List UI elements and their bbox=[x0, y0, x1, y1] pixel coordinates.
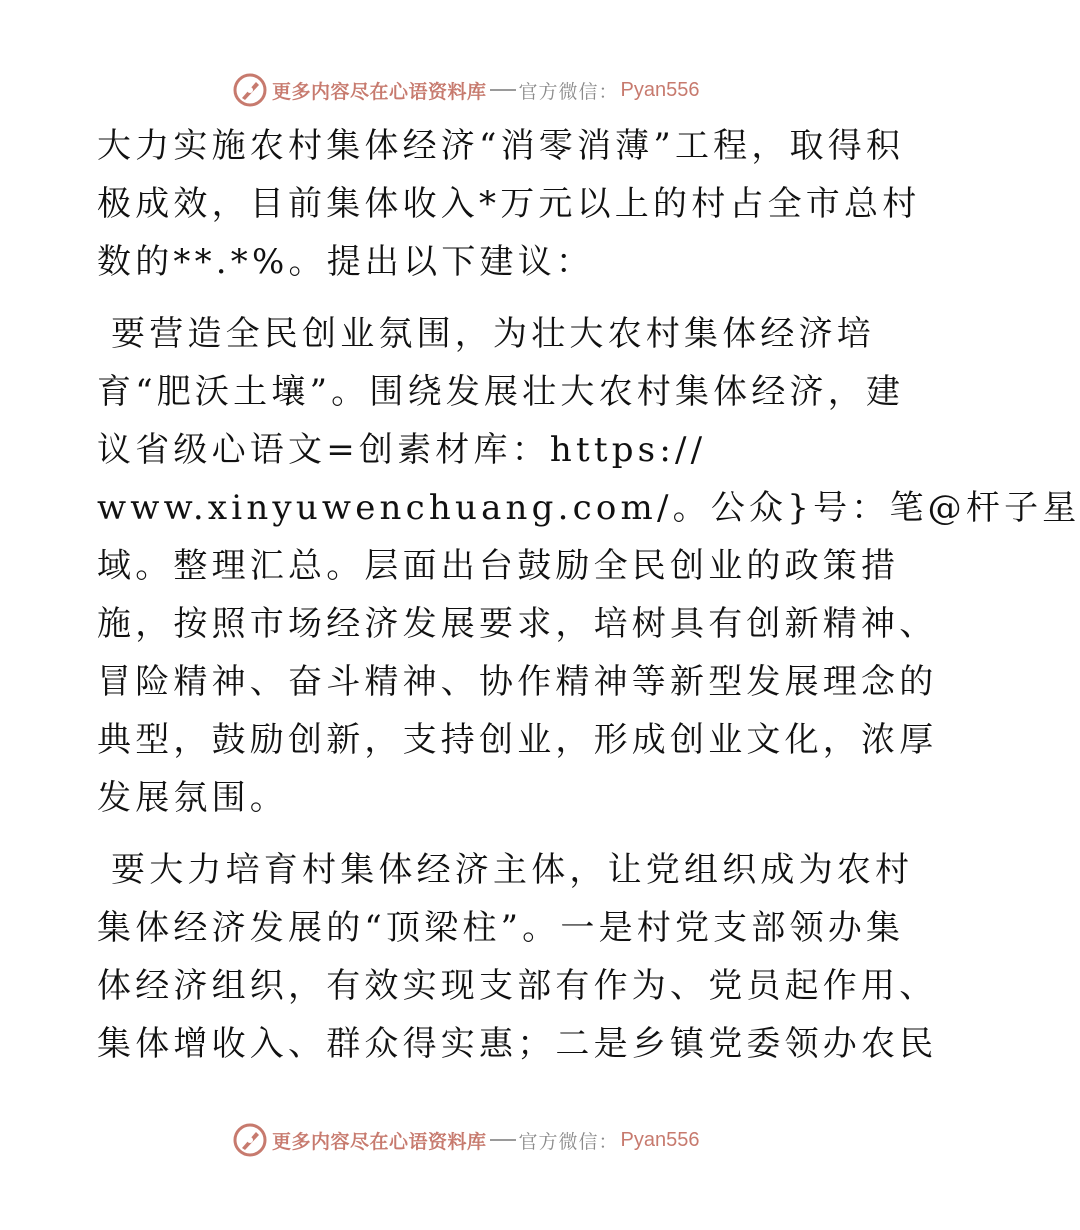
text-line: 极成效，目前集体收入*万元以上的村占全市总村 bbox=[97, 184, 921, 224]
watermark-official-label: 官方微信： bbox=[518, 80, 619, 103]
watermark-site-text: 更多内容尽在心语资料库 bbox=[272, 1130, 487, 1153]
header-watermark bbox=[232, 70, 700, 110]
paragraph-collective-economy bbox=[97, 841, 938, 1073]
watermark-dash bbox=[490, 1139, 516, 1141]
document-body bbox=[97, 117, 1080, 1073]
watermark-site-text: 更多内容尽在心语资料库 bbox=[272, 80, 487, 103]
text-line: 典型，鼓励创新，支持创业，形成创业文化，浓厚 bbox=[97, 720, 938, 760]
text-line: 体经济组织，有效实现支部有作为、党员起作用、 bbox=[97, 966, 938, 1006]
text-line: 域。整理汇总。层面出台鼓励全民创业的政策措 bbox=[97, 546, 900, 586]
text-line: 大力实施农村集体经济“消零消薄”工程，取得积 bbox=[97, 126, 905, 166]
watermark-official-label: 官方微信： bbox=[518, 1130, 619, 1153]
text-line: 数的**.*%。提出以下建议： bbox=[97, 242, 595, 282]
text-line: 育“肥沃土壤”。围绕发展壮大农村集体经济，建 bbox=[97, 372, 905, 412]
watermark-dash bbox=[490, 89, 516, 91]
footer-watermark bbox=[232, 1120, 700, 1160]
watermark-handle: Pyan556 bbox=[620, 1128, 700, 1151]
watermark-handle: Pyan556 bbox=[620, 78, 700, 101]
text-line: 议省级心语文=创素材库：https:// bbox=[97, 430, 707, 470]
text-line: 要营造全民创业氛围，为壮大农村集体经济培 bbox=[111, 314, 875, 354]
paragraph-intro bbox=[97, 117, 921, 291]
text-line: 集体增收入、群众得实惠；二是乡镇党委领办农民 bbox=[97, 1024, 938, 1064]
text-line: 发展氛围。 bbox=[97, 778, 288, 818]
text-line: 施，按照市场经济发展要求，培树具有创新精神、 bbox=[97, 604, 938, 644]
paragraph-entrepreneurship bbox=[97, 305, 1080, 827]
quill-pen-circle-icon bbox=[232, 1122, 268, 1158]
quill-pen-circle-icon bbox=[232, 72, 268, 108]
text-line: 冒险精神、奋斗精神、协作精神等新型发展理念的 bbox=[97, 662, 938, 702]
text-line: 要大力培育村集体经济主体，让党组织成为农村 bbox=[111, 850, 914, 890]
text-line: 集体经济发展的“顶梁柱”。一是村党支部领办集 bbox=[97, 908, 905, 948]
text-line: www.xinyuwenchuang.com/。公众}号：笔@杆子星 bbox=[97, 488, 1080, 528]
